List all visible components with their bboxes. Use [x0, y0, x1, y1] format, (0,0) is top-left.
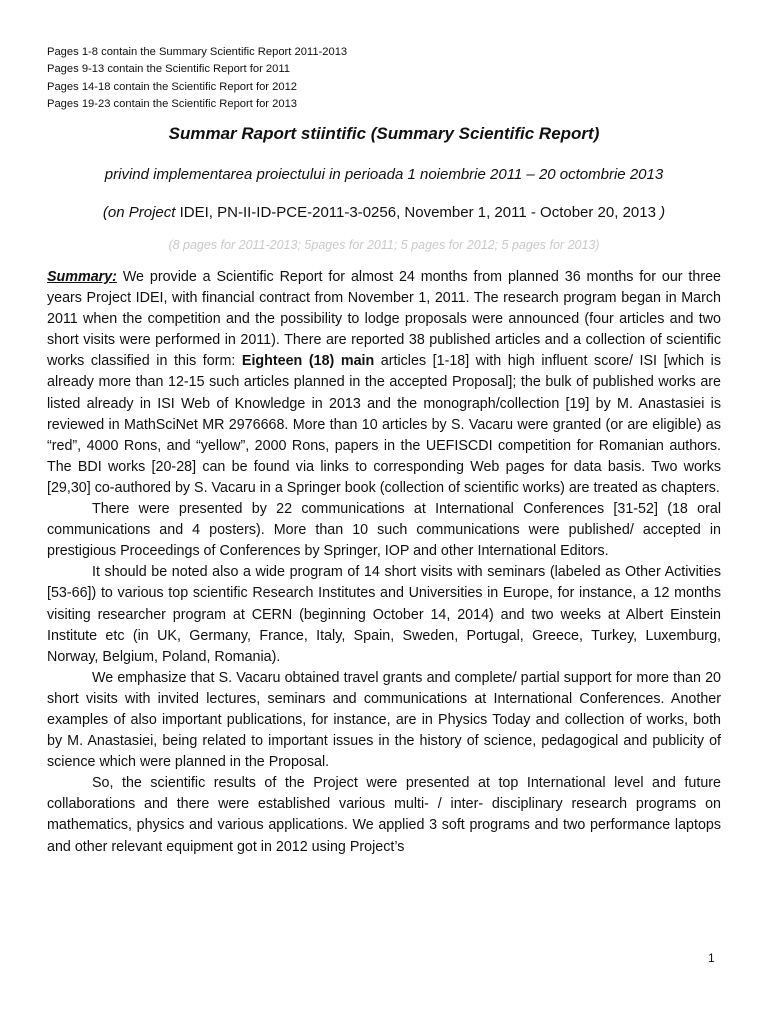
toc-line: Pages 9-13 contain the Scientific Report for 2011	[47, 63, 290, 76]
summary-paragraph-2: There were presented by 22 communications at International Conferences [31-52] (18 oral communications and 4 posters). More than 10 such communications were published/ accepted in prestigious Proceedings of Conferences by Springer, IOP and other International Editors.	[47, 501, 721, 560]
summary-text-b: articles [1-18] with high influent score/ ISI [which is already more than 12-15 such articles planned in the accepted Proposal]; the bulk of published works are listed already in ISI Web of Knowledge in 2013 and the monograph/collection [19] by M. Anastasiei is reviewed in MathSciNet MR 2976668. More than 10 articles by S. Vacaru were granted (or are eligible) as “red”, 4000 Rons, and “yellow”, 2000 Rons, papers in the UEFISCDI competition for Romanian authors. The BDI works [20-28] can be found via links to corresponding Web pages for data basis. Two works [29,30] co-authored by S. Vacaru in a Springer book (collection of scientific works) are treated as chapters.	[47, 353, 722, 496]
summary-colon: :	[112, 269, 117, 285]
summary-paragraph-4: We emphasize that S. Vacaru obtained travel grants and complete/ partial support for more than 20 short visits with invited lectures, seminars and communications at International Conferences. Another examples of also important publications, for instance, are in Physics Today and collection of works, both by M. Anastasiei, being related to important issues in the history of science, pedagogical and publicity of science which were planned in the Proposal.	[47, 669, 721, 771]
report-subtitle: privind implementarea proiectului in perioada 1 noiembrie 2011 – 20 octombrie 2013	[104, 166, 664, 183]
pages-note: (8 pages for 2011-2013; 5pages for 2011; 5 pages for 2012; 5 pages for 2013)	[168, 238, 600, 252]
summary-text-a: We provide a Scientific Report for almost 24 months from planned 36 months for our three years Project IDEI, with financial contract from November 1, 2011. The research program began in March 2011 when the competition and the possibility to lodge proposals were announced (four articles and two short visits were performed in 2011). There are reported 38 published articles and a collection of scientific works classified in this form:	[47, 269, 721, 370]
project-close-paren: )	[660, 204, 666, 221]
project-prefix: (on Project	[102, 204, 176, 221]
toc-line: Pages 14-18 contain the Scientific Report for 2012	[47, 80, 298, 93]
toc-line: Pages 1-8 contain the Summary Scientific Report 2011-2013	[47, 46, 348, 58]
page-contents-list	[47, 44, 347, 113]
page-number: 1	[708, 951, 715, 965]
summary-paragraph-3: It should be noted also a wide program of 14 short visits with seminars (labeled as Other Activities [53-66]) to various top scientific Research Institutes and Universities in Europe, for instance, a 12 months visiting researcher program at CERN (beginning October 14, 2014) and two weeks at Albert Einstein Institute etc (in UK, Germany, France, Italy, Spain, Sweden, Portugal, Greece, Turkey, Luxemburg, Norway, Belgium, Poland, Romania).	[47, 564, 721, 665]
report-title: Summar Raport stiintific (Summary Scientific Report)	[168, 124, 600, 143]
summary-label: Summary	[47, 269, 113, 285]
toc-line: Pages 19-23 contain the Scientific Report for 2013	[47, 97, 298, 110]
project-line	[0, 204, 768, 221]
project-details: IDEI, PN-II-ID-PCE-2011-3-0256, November 1, 2011 - October 20, 2013	[175, 204, 661, 221]
summary-bold-count: Eighteen (18) main	[241, 353, 375, 370]
summary-paragraph-5: So, the scientific results of the Project were presented at top International level and future collaborations and there were established various multi- / inter- disciplinary research programs on mathematics, physics and various applications. We applied 3 soft programs and two performance laptops and other relevant equipment got in 2012 using Project’s	[47, 775, 721, 855]
summary-paragraph-1	[47, 267, 721, 499]
summary-body	[47, 267, 721, 858]
